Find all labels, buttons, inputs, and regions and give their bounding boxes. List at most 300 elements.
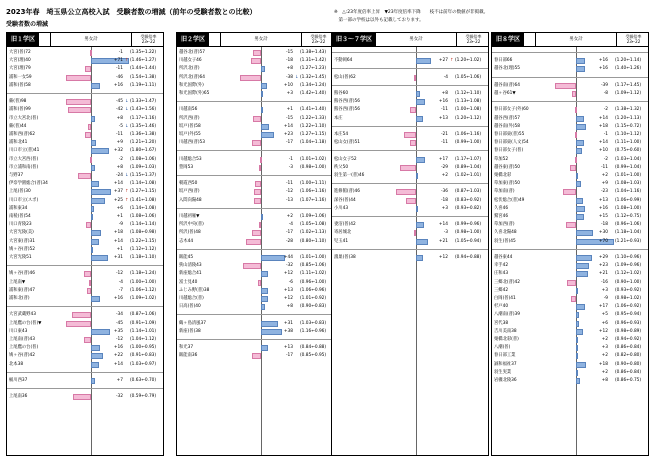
school-name: 草加南(普)	[494, 189, 515, 195]
change-value: +8	[116, 115, 123, 121]
school-name: 幸手42	[494, 263, 509, 269]
change-value: +21	[438, 238, 448, 244]
change-value: +2	[601, 369, 608, 375]
school-name: 本庄	[334, 115, 343, 121]
change-value: -18	[440, 197, 448, 203]
change-bar	[576, 148, 582, 154]
change-bar	[576, 337, 578, 343]
school-name: 春日部東(普)55	[494, 132, 525, 137]
table-row	[177, 279, 334, 287]
ratio-value: (0.96←1.06)	[615, 222, 642, 228]
change-value: -3	[288, 164, 293, 170]
table-row	[332, 74, 489, 82]
ratio-value: (0.83←0.92)	[455, 197, 482, 203]
table-row	[177, 90, 334, 98]
change-value: +9	[116, 140, 123, 146]
change-value: -12	[115, 271, 123, 277]
ratio-value: (0.75←0.60)	[615, 148, 642, 154]
change-bar	[261, 66, 265, 72]
change-bar	[78, 173, 91, 179]
school-name: 飯能南36	[179, 353, 198, 359]
change-value: -1	[288, 156, 293, 162]
table-row	[177, 328, 334, 336]
change-value: +17	[438, 156, 448, 162]
change-bar	[416, 222, 424, 228]
school-name: 熊谷西(普)56	[334, 99, 361, 105]
group-separator	[332, 216, 488, 217]
column-header	[492, 33, 648, 47]
school-name: 川越初雁▼	[179, 214, 200, 219]
change-bar	[91, 206, 94, 212]
table-row	[7, 172, 164, 180]
table-row	[332, 172, 489, 180]
school-name: 羽生実業	[494, 369, 512, 375]
change-bar	[91, 116, 95, 122]
change-bar	[85, 132, 91, 138]
school-name: 大宮東(普)31	[9, 238, 36, 244]
change-bar	[261, 296, 268, 302]
ratio-value: (0.98←1.02)	[615, 296, 642, 301]
change-value: +1	[116, 214, 123, 219]
ratio-value: (1.04←1.16)	[615, 189, 642, 195]
school-name: 与野37	[9, 173, 24, 178]
trend-mark-icon: ↑	[450, 58, 454, 64]
change-bar	[396, 189, 416, 195]
ratio-value: (1.20←1.02)	[455, 58, 482, 64]
change-bar	[576, 140, 584, 146]
ratio-header-line-1: 受験倍率	[140, 34, 157, 39]
table-row	[492, 377, 649, 385]
ratio-value: (1.01←0.92)	[300, 296, 327, 301]
gender-total-label: 男女計	[50, 33, 132, 46]
table-row	[492, 361, 649, 369]
ratio-value: (0.87←1.03)	[455, 189, 482, 195]
school-name: 宮代38	[494, 320, 509, 326]
table-row	[492, 115, 649, 123]
area-column	[176, 32, 334, 456]
table-row	[177, 287, 334, 295]
change-value: +5	[601, 312, 608, 318]
change-bar	[414, 75, 416, 81]
change-bar	[91, 239, 99, 245]
ratio-value: (0.91←1.09)	[130, 320, 157, 326]
school-name: 久喜46	[494, 205, 509, 211]
change-value: +18	[598, 361, 608, 367]
school-name: 鴻巣(普)38	[334, 255, 356, 260]
school-name: 蕨(普)98	[9, 99, 27, 105]
change-value: -11	[115, 66, 123, 72]
change-value: -5	[118, 123, 123, 129]
group-separator	[492, 249, 648, 250]
table-row	[177, 254, 334, 262]
change-bar	[572, 91, 576, 97]
ratio-value: (1.34←1.24)	[300, 82, 327, 88]
table-row	[177, 131, 334, 139]
change-bar	[91, 362, 99, 368]
table-row	[7, 361, 164, 369]
ratio-value: (0.63←0.70)	[130, 378, 157, 383]
change-value: +1	[116, 246, 123, 252]
school-name: 坂戸西(普)	[179, 189, 200, 195]
change-value: +30	[598, 230, 608, 236]
change-value: -45	[115, 99, 123, 105]
school-name: 川口東43	[9, 328, 28, 334]
school-name: 越谷南(外)58	[494, 123, 521, 129]
ratio-value: (1.11←1.00)	[615, 140, 642, 146]
school-name: 誠和福祉37	[494, 361, 517, 367]
change-value: -8	[603, 91, 608, 96]
change-value: -6	[288, 279, 293, 285]
table-row	[492, 303, 649, 311]
school-name: 鳩ヶ谷(普)46	[9, 271, 36, 277]
change-bar	[91, 247, 93, 253]
group-separator	[332, 249, 488, 250]
ratio-value: (1.14←1.08)	[130, 205, 157, 211]
group-separator	[177, 101, 333, 102]
table-row	[177, 106, 334, 114]
change-bar	[576, 58, 585, 64]
change-bar	[252, 230, 261, 236]
ratio-value: (1.14←1.14)	[130, 222, 157, 228]
school-name: 坂戸(普)58	[179, 123, 201, 129]
ratio-value: (0.99←0.96)	[455, 222, 482, 228]
ratio-value: (1.06←0.92)	[615, 304, 642, 310]
ratio-header-line-1: 受験倍率	[625, 34, 642, 39]
school-name: 越谷東44	[494, 255, 513, 260]
table-row	[177, 320, 334, 328]
school-name: 熊谷西(普)56	[334, 107, 361, 113]
table-row	[177, 221, 334, 229]
change-value: +8	[116, 164, 123, 170]
ratio-value: (1.05←1.06)	[455, 74, 482, 80]
ratio-value: (1.21←1.20)	[130, 140, 157, 146]
table-row	[177, 238, 334, 246]
ratio-value: (0.91←0.83)	[130, 353, 157, 359]
area-label: 旧２学区	[177, 33, 209, 46]
change-bar	[90, 50, 92, 56]
table-row	[332, 254, 489, 262]
change-bar	[68, 107, 91, 113]
change-bar	[261, 107, 263, 113]
change-value: +8	[286, 304, 293, 310]
ratio-value: (1.12←1.10)	[455, 91, 482, 96]
ratio-value: (1.00←1.08)	[455, 107, 482, 113]
ratio-value: (1.00←1.11)	[300, 181, 327, 187]
ratio-header-line-2: 23←22	[466, 39, 481, 44]
ratio-value: (1.38←1.32)	[615, 107, 642, 113]
change-value: -11	[115, 132, 123, 137]
change-value: +14	[113, 238, 123, 244]
table-row	[7, 336, 164, 344]
school-name: 春日部女子(外)60	[494, 107, 529, 113]
table-row	[7, 131, 164, 139]
ratio-value: (1.08←1.06)	[130, 156, 157, 162]
change-value: +2	[286, 214, 293, 219]
school-name: 大宮光陵51	[9, 255, 32, 260]
change-value: +16	[113, 296, 123, 301]
change-value: -7	[118, 287, 123, 293]
table-row	[7, 188, 164, 196]
change-bar	[260, 157, 262, 163]
change-value: +13	[283, 287, 293, 293]
area-label: 旧１学区	[7, 33, 39, 46]
school-name: 上尾鷹の台(普)	[9, 345, 39, 351]
table-row	[177, 303, 334, 311]
table-row	[177, 344, 334, 352]
table-row	[492, 238, 649, 246]
change-bar	[254, 198, 261, 204]
change-value: -15	[285, 50, 293, 55]
school-name: 八潮南(普)39	[494, 312, 521, 318]
table-row	[177, 295, 334, 303]
school-name: 岩槻北陵36	[494, 378, 517, 383]
school-name: 松伏総合(普)49	[494, 197, 525, 203]
school-name: 浦和一女59	[9, 74, 32, 80]
table-row	[492, 320, 649, 328]
ratio-value: (1.06←0.99)	[615, 197, 642, 203]
ratio-value: (1.09←0.96)	[615, 263, 642, 269]
change-value: +8	[601, 378, 608, 383]
change-value: -42	[115, 107, 123, 113]
ratio-value: (1.18←1.04)	[615, 230, 642, 236]
change-value: -1	[118, 50, 123, 55]
table-row	[7, 213, 164, 221]
change-bar	[571, 296, 576, 302]
school-name: 川越総合53	[179, 156, 202, 162]
change-bar	[261, 271, 268, 277]
change-bar	[576, 116, 584, 122]
change-bar	[84, 271, 91, 277]
change-value: +2	[441, 173, 448, 178]
table-row	[492, 279, 649, 287]
ratio-value: (1.22←1.15)	[130, 238, 157, 244]
ratio-value: (1.06←1.16)	[300, 189, 327, 195]
ratio-value: (1.27←1.15)	[300, 132, 327, 137]
school-name: 川口市立(スポ)	[9, 197, 39, 203]
group-separator	[492, 52, 648, 53]
change-bar	[261, 214, 263, 220]
table-row	[177, 180, 334, 188]
school-name: 越谷東(普)50	[494, 164, 521, 170]
table-row	[177, 74, 334, 82]
school-name: 上尾南(普)43	[9, 337, 36, 342]
change-value: +44	[283, 255, 293, 260]
school-name: 栗橋北彩	[494, 173, 512, 178]
change-value: +70	[598, 238, 608, 244]
change-value: -4	[443, 74, 448, 80]
change-bar	[91, 230, 101, 236]
table-row	[7, 377, 164, 385]
school-name: 上尾(普)30	[9, 189, 31, 195]
table-row	[492, 106, 649, 114]
table-row	[7, 311, 164, 319]
change-value: +18	[113, 230, 123, 236]
table-row	[492, 156, 649, 164]
table-row	[177, 188, 334, 196]
table-row	[492, 369, 649, 377]
ratio-value: (0.86←0.84)	[615, 345, 642, 351]
change-bar	[416, 157, 425, 163]
change-bar	[414, 230, 416, 236]
change-value: +14	[283, 123, 293, 129]
change-bar	[575, 107, 577, 113]
ratio-value: (1.08←1.03)	[615, 181, 642, 187]
table-row	[7, 221, 164, 229]
school-name: 坂戸(外)55	[179, 132, 201, 137]
change-bar	[563, 189, 576, 195]
school-name: 浦和(普)58	[9, 82, 31, 88]
change-value: +13	[598, 197, 608, 203]
ratio-value: (1.06←1.12)	[130, 287, 157, 293]
change-bar	[261, 83, 267, 89]
change-bar	[255, 181, 261, 187]
change-bar	[261, 345, 268, 351]
ratio-header	[459, 34, 488, 44]
school-name: 栗橋北彩(普)	[494, 337, 519, 342]
table-row	[7, 229, 164, 237]
change-bar	[416, 91, 420, 97]
change-value: +23	[283, 132, 293, 137]
table-row	[332, 139, 489, 147]
school-name: 浦和北41	[9, 140, 28, 146]
school-name: 鷲宮46	[494, 214, 509, 219]
change-value: +25	[113, 197, 123, 203]
area-label: 旧３～７学区	[332, 33, 376, 46]
school-name: 富士見40	[179, 279, 198, 285]
page-subtitle: 受験者数の増減	[6, 21, 49, 28]
change-value: +16	[113, 82, 123, 88]
change-value: -24	[115, 173, 123, 178]
change-value: +16	[438, 99, 448, 105]
group-separator	[7, 93, 163, 94]
school-name: 久喜北陽48	[494, 230, 517, 236]
school-name: 所沢(普)48	[179, 230, 201, 236]
change-value: +3	[441, 205, 448, 211]
school-name: 春日部東(人文)54	[494, 140, 529, 146]
change-value: -2	[118, 156, 123, 162]
change-bar	[91, 378, 95, 384]
school-name: 伊奈学園総合(普)34	[9, 181, 48, 187]
change-bar	[88, 124, 91, 130]
table-row	[492, 164, 649, 172]
school-name: 大宮(理)79	[9, 66, 31, 72]
change-value: +14	[113, 181, 123, 187]
school-name: 寄居城北	[334, 230, 352, 236]
ratio-value: (1.42←1.40)	[300, 91, 327, 96]
group-separator	[332, 183, 488, 184]
school-name: 草加52	[494, 156, 509, 162]
group-separator	[177, 314, 333, 315]
table-row	[332, 156, 489, 164]
page-title: 2023年春 埼玉県公立高校入試 受験者数の増減（前年の受験者数との比較）	[6, 8, 257, 16]
change-bar	[66, 321, 91, 327]
school-name: 南稜(普)54	[9, 214, 31, 219]
ratio-value: (1.18←1.10)	[130, 255, 157, 260]
change-bar	[91, 83, 100, 89]
group-separator	[7, 306, 163, 307]
table-row	[332, 164, 489, 172]
school-name: 大宮(理)40	[9, 58, 31, 64]
ratio-value: (1.38←1.43)	[300, 50, 327, 55]
school-name: 大宮武蔵野43	[9, 312, 36, 318]
table-row	[177, 139, 334, 147]
change-value: -9	[603, 296, 608, 301]
school-name: 熊谷60	[334, 91, 349, 96]
legend-line-2: 第一部の学校は以外も記載しております。	[334, 18, 424, 23]
ratio-value: (0.96←1.00)	[300, 279, 327, 285]
change-bar	[576, 353, 578, 359]
ratio-value: (1.80←1.67)	[130, 148, 157, 154]
ratio-value: (0.95←0.94)	[615, 312, 642, 318]
school-name: 鶴ヶ島清風37	[179, 320, 206, 326]
ratio-value: (0.94←0.92)	[615, 337, 642, 342]
school-name: 越谷南(普)64	[494, 82, 521, 88]
ratio-value: (0.90←1.00)	[615, 279, 642, 285]
change-bar	[243, 263, 261, 269]
school-name: 桶川西37	[9, 378, 28, 383]
group-separator	[177, 249, 333, 250]
table-row	[177, 197, 334, 205]
school-name: 越谷北(普)57	[179, 50, 206, 55]
group-separator	[177, 339, 333, 340]
table-row	[7, 180, 164, 188]
table-row	[7, 106, 164, 114]
school-name: 白岡(普)41	[494, 296, 516, 301]
ratio-value: (1.15←1.37)	[130, 173, 157, 178]
change-bar	[85, 66, 91, 72]
group-separator	[332, 68, 488, 69]
change-bar	[576, 173, 578, 179]
school-name: 越ヶ谷61▼	[494, 91, 516, 96]
change-value: +10	[598, 148, 608, 154]
school-name: 入間向陽48	[179, 197, 202, 203]
change-bar	[576, 345, 578, 351]
ratio-header-line-2: 23←22	[141, 39, 156, 44]
ratio-value: (1.06←0.96)	[300, 287, 327, 293]
change-bar	[576, 321, 579, 327]
change-bar	[567, 280, 576, 286]
table-row	[332, 106, 489, 114]
ratio-value: (1.22←1.10)	[300, 123, 327, 129]
school-name: 児玉41	[334, 238, 349, 244]
school-name: 進修館(普)46	[334, 189, 361, 195]
ratio-value: (1.16←0.96)	[300, 328, 327, 334]
change-value: +2	[601, 353, 608, 359]
ratio-value: (0.96←0.93)	[615, 320, 642, 326]
change-bar	[66, 75, 91, 81]
school-name: 志木44	[179, 238, 194, 244]
table-row	[492, 221, 649, 229]
table-row	[177, 115, 334, 123]
change-value: +3	[286, 91, 293, 96]
school-name: 新座(普)38	[179, 328, 201, 334]
table-row	[492, 147, 649, 155]
change-value: -21	[440, 132, 448, 137]
change-bar	[91, 214, 93, 220]
ratio-value: (1.54←1.38)	[130, 74, 157, 80]
ratio-value: (0.99←1.04)	[615, 164, 642, 170]
change-bar	[416, 173, 418, 179]
change-bar	[576, 181, 581, 187]
change-value: -17	[285, 353, 293, 359]
change-value: +16	[113, 345, 123, 351]
change-bar	[406, 198, 416, 204]
school-name: 庄和43	[494, 271, 509, 277]
ratio-value: (1.20←1.13)	[615, 115, 642, 121]
table-row	[492, 57, 649, 65]
change-bar	[576, 362, 586, 368]
group-separator	[492, 77, 648, 78]
